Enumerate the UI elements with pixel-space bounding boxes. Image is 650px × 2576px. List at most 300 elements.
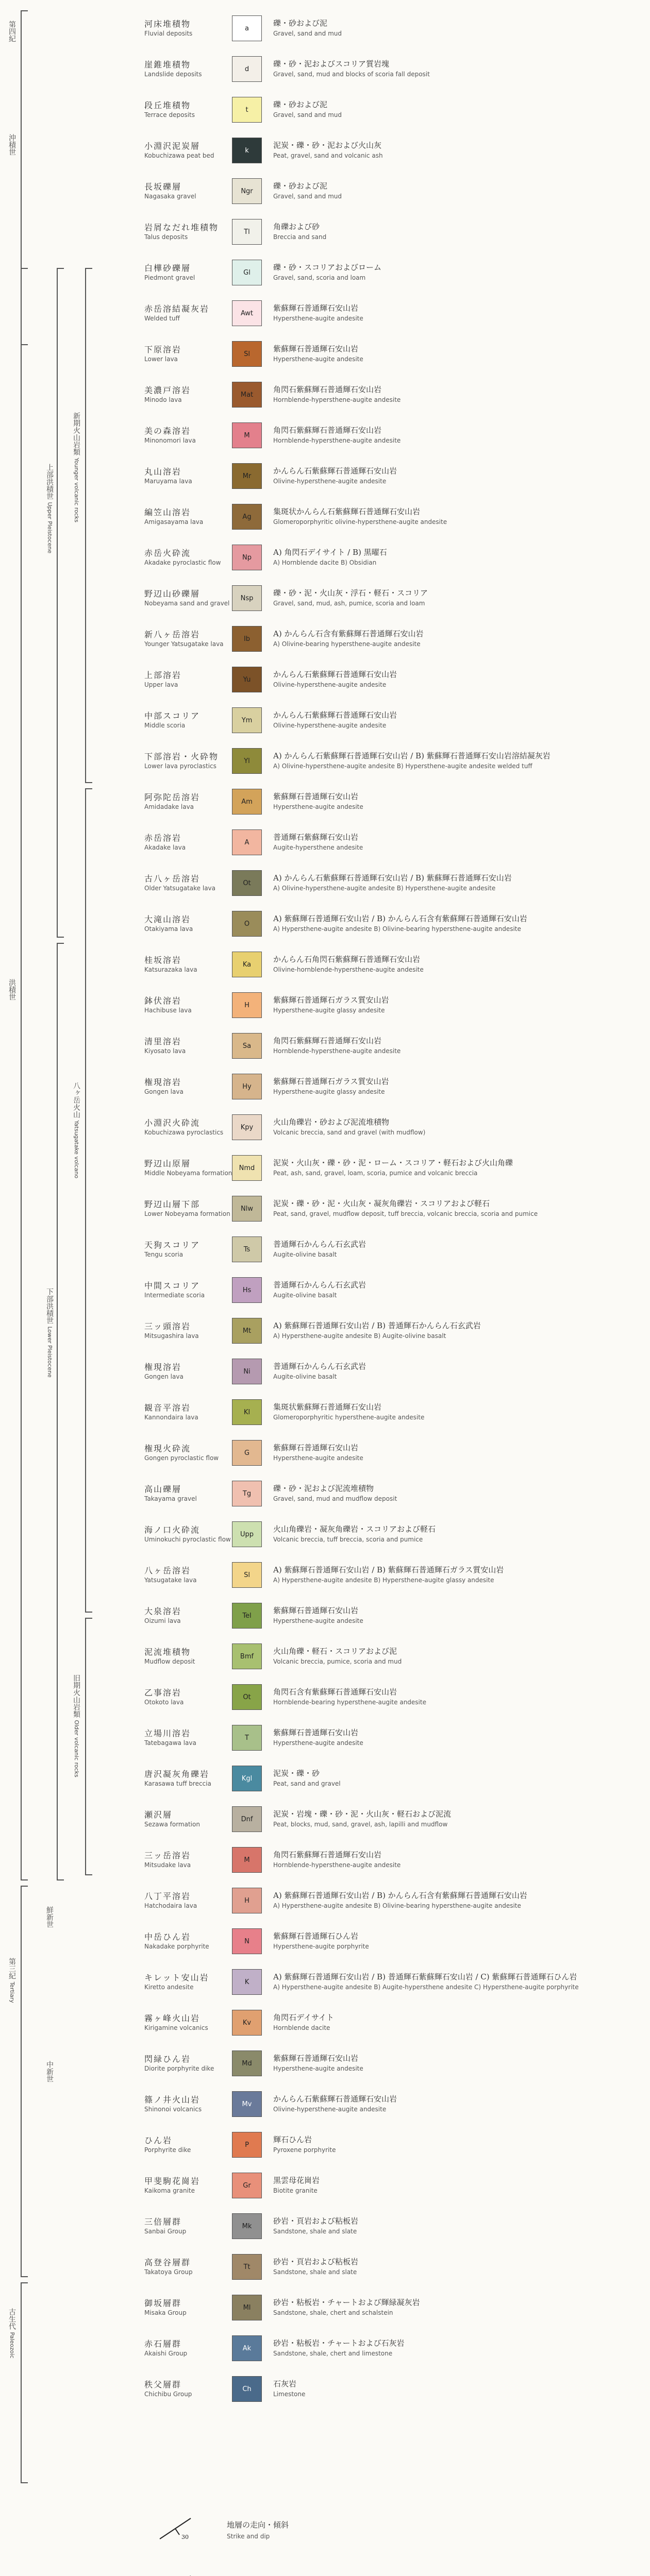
legend-row [144,702,608,743]
unit-name-en: Misaka Group [144,2309,187,2316]
unit-swatch: O [232,911,262,937]
unit-name-en: Hachibuse lava [144,1007,192,1014]
unit-name-jp: 小淵沢泥炭層 [144,141,201,151]
unit-name-jp: ひん岩 [144,2136,173,2145]
legend-row [144,2086,608,2127]
legend-row [144,1679,608,1720]
unit-desc-jp: 火山角礫岩・凝灰角礫岩・スコリアおよび軽石 [273,1524,436,1534]
unit-swatch: G [232,1440,262,1466]
legend-row [144,173,608,214]
unit-desc-en: Augite-olivine basalt [273,1373,337,1380]
unit-name-en: Akadake pyroclastic flow [144,559,221,566]
unit-desc-jp: A) かんらん石含有紫蘇輝石普通輝石安山岩 [273,629,424,638]
unit-swatch: Ot [232,1684,262,1710]
unit-desc-jp: A) 紫蘇輝石普通輝石安山岩 / B) 普通輝石かんらん石玄武岩 [273,1321,481,1330]
unit-desc-en: A) Olivine-bearing hypersthene-augite andesite [273,640,421,648]
unit-desc-jp: 紫蘇輝石普通輝石安山岩 [273,2054,359,2063]
miocene-label: 中新世 [45,2061,54,2082]
unit-swatch: Nsp [232,585,262,611]
unit-name-jp: 崖錐堆積物 [144,60,191,70]
unit-name-en: Kaikoma granite [144,2187,195,2194]
unit-name-jp: 美の森溶岩 [144,426,191,436]
unit-desc-en: Gravel, sand, mud, ash, pumice, scoria and loam [273,600,425,607]
unit-desc-en: Hypersthene-augite andesite [273,1739,363,1747]
unit-swatch: Sa [232,1033,262,1059]
unit-desc-jp: A) 紫蘇輝石普通輝石安山岩 / B) 普通輝石紫蘇輝石安山岩 / C) 紫蘇輝石普通輝石ひん岩 [273,1972,577,1981]
unit-desc-jp: 角閃石デイサイト [273,2013,334,2022]
legend-row [144,1842,608,1883]
unit-swatch: Kl [232,1399,262,1425]
unit-name-en: Oizumi lava [144,1617,181,1624]
unit-desc-jp: 角閃石紫蘇輝石普通輝石安山岩 [273,1036,382,1045]
unit-swatch: Tel [232,1603,262,1629]
unit-desc-jp: 紫蘇輝石普通輝石安山岩 [273,344,359,353]
legend-row [144,499,608,540]
unit-desc-en: Peat, sand and gravel [273,1780,341,1787]
unit-desc-en: Olivine-hornblende-hypersthene-augite andesite [273,966,424,973]
unit-name-en: Takayama gravel [144,1495,197,1502]
svg-text:30: 30 [181,2534,189,2540]
legend-row [144,1476,608,1517]
unit-swatch: Kgl [232,1766,262,1791]
unit-desc-en: Hypersthene-augite andesite [273,1617,363,1624]
unit-name-en: Kiretto andesite [144,1984,194,1991]
unit-swatch: a [232,15,262,41]
unit-desc-en: Gravel, sand, mud and mudflow deposit [273,1495,397,1502]
unit-name-en: Takatoya Group [144,2268,193,2276]
unit-desc-en: Hypersthene-augite porphyrite [273,1943,369,1950]
legend-row [144,1191,608,1232]
unit-name-en: Lower lava pyroclastics [144,762,216,770]
unit-desc-en: Olivine-hypersthene-augite andesite [273,681,387,688]
unit-name-en: Nakadake porphyrite [144,1943,209,1950]
paleozoic-jp: 古生代 [8,2308,16,2330]
pliocene-label: 鮮新世 [45,1906,54,1928]
unit-name-jp: 篠ノ井火山岩 [144,2095,201,2105]
unit-desc-en: Glomeroporphyritic olivine-hypersthene-augite andesite [273,518,447,526]
unit-desc-jp: 泥炭・礫・砂 [273,1769,320,1778]
unit-name-en: Akadake lava [144,844,186,851]
unit-name-en: Mitsudake lava [144,1861,191,1869]
legend-row [144,214,608,255]
unit-desc-jp: A) 紫蘇輝石普通輝石安山岩 / B) 紫蘇輝石普通輝石ガラス質安山岩 [273,1565,504,1574]
unit-desc-en: Glomeroporphyritic hypersthene-augite andesite [273,1414,425,1421]
vertical-strata-icon [155,2571,196,2576]
unit-name-en: Nagasaka gravel [144,193,196,200]
unit-name-en: Karasawa tuff breccia [144,1780,211,1787]
unit-desc-jp: 紫蘇輝石普通輝石安山岩 [273,1443,359,1452]
unit-swatch: P [232,2132,262,2158]
pleistocene-brace [21,268,28,1880]
legend-row [144,1353,608,1395]
unit-desc-jp: かんらん石紫蘇輝石普通輝石安山岩 [273,670,397,679]
unit-swatch: Ib [232,626,262,652]
unit-name-en: Gongen pyroclastic flow [144,1454,219,1462]
unit-name-jp: 清里溶岩 [144,1037,182,1046]
unit-swatch: Mr [232,463,262,489]
unit-name-jp: 赤岳火砕流 [144,548,191,558]
unit-name-en: Sezawa formation [144,1821,200,1828]
unit-desc-en: Sandstone, shale, chert and limestone [273,2350,393,2357]
unit-name-en: Amidadake lava [144,803,194,810]
legend-row [144,132,608,174]
unit-desc-jp: 集斑状かんらん石紫蘇輝石普通輝石安山岩 [273,507,421,516]
upper-pleistocene-jp: 上部洪積世 [45,464,54,500]
unit-desc-jp: 紫蘇輝石普通輝石安山岩 [273,1606,359,1615]
unit-swatch: M [232,422,262,448]
older-volcano-en: Older volcanic rocks [73,1720,80,1777]
unit-name-jp: 天狗スコリア [144,1240,201,1250]
unit-swatch: Nmd [232,1155,262,1181]
unit-desc-en: Olivine-hypersthene-augite andesite [273,722,387,729]
unit-name-en: Landslide deposits [144,71,202,78]
unit-desc-en: Volcanic breccia, tuff breccia, scoria and pumice [273,1536,423,1543]
paleozoic-label [8,2308,16,2359]
unit-desc-jp: 礫・砂および泥 [273,181,328,191]
unit-desc-en: Hornblende-hypersthene-augite andesite [273,1047,401,1055]
unit-swatch: Ka [232,952,262,977]
tertiary-label [8,1958,16,2003]
unit-name-jp: 新八ヶ岳溶岩 [144,630,201,639]
unit-name-jp: 観音平溶岩 [144,1403,191,1413]
unit-swatch: Md [232,2050,262,2076]
unit-desc-jp: 泥炭・礫・砂・泥および火山灰 [273,141,382,150]
unit-name-en: Tengu scoria [144,1251,184,1258]
unit-swatch: Ym [232,707,262,733]
legend-row [144,2249,608,2290]
yatsugatake-label [72,1082,80,1178]
unit-swatch: Mt [232,1318,262,1344]
legend-row [144,1394,608,1435]
unit-name-en: Otokoto lava [144,1699,184,1706]
unit-desc-en: Sandstone, shale and slate [273,2228,357,2235]
unit-name-en: Piedmont gravel [144,274,195,281]
unit-desc-jp: 礫・砂および泥 [273,100,328,109]
unit-desc-en: Pyroxene porphyrite [273,2146,336,2154]
legend-row [144,2127,608,2168]
unit-name-en: Kobuchizawa peat bed [144,152,214,159]
unit-swatch: Nlw [232,1196,262,1222]
unit-name-jp: 閃緑ひん岩 [144,2054,191,2064]
unit-name-en: Talus deposits [144,233,188,241]
legend-row [144,2005,608,2046]
older-volcano-brace [85,1618,92,1875]
unit-desc-en: Gravel, sand and mud [273,193,342,200]
unit-name-en: Porphyrite dike [144,2146,191,2154]
legend-row [144,1638,608,1680]
unit-name-en: Kobuchizawa pyroclastics [144,1129,224,1136]
lower-pleistocene-jp: 下部洪積世 [45,1288,54,1324]
unit-desc-en: A) Hypersthene-augite andesite B) Olivine-bearing hypersthene-augite andesite [273,925,521,933]
unit-desc-en: Olivine-hypersthene-augite andesite [273,478,387,485]
unit-desc-en: Peat, sand, gravel, mudflow deposit, tuff breccia, volcanic breccia, scoria and pumice [273,1210,538,1217]
unit-name-jp: 野辺山原層 [144,1159,191,1168]
unit-desc-en: Augite-olivine basalt [273,1292,337,1299]
unit-desc-en: Gravel, sand and mud [273,30,342,37]
legend-row [144,1109,608,1150]
unit-swatch: Yu [232,667,262,692]
legend-row [144,621,608,662]
unit-name-jp: 編笠山溶岩 [144,507,191,517]
unit-desc-jp: 泥炭・礫・砂・泥・火山灰・凝灰角礫岩・スコリアおよび軽石 [273,1199,490,1208]
unit-desc-jp: かんらん石紫蘇輝石普通輝石安山岩 [273,466,397,476]
unit-swatch: Ch [232,2376,262,2402]
upper-pleistocene-en: Upper Pleistocene [46,502,53,554]
legend-row [144,1801,608,1842]
lower-pleistocene-en: Lower Pleistocene [46,1326,53,1378]
unit-name-en: Terrace deposits [144,111,195,118]
unit-name-jp: 下部溶岩・火砕物 [144,752,219,761]
unit-desc-jp: 角礫および砂 [273,222,320,231]
unit-swatch: Ot [232,870,262,896]
legend-row [144,906,608,947]
younger-volcano-jp: 新期火山岩類 [72,412,80,455]
unit-desc-en: Gravel, sand, mud and blocks of scoria fall deposit [273,71,430,78]
unit-desc-jp: A) 角閃石デイサイト / B) 黒曜石 [273,548,387,557]
symbol-row [144,2562,608,2576]
legend-row [144,539,608,581]
legend-row [144,784,608,825]
legend-row [144,2371,608,2412]
unit-name-en: Older Yatsugatake lava [144,885,216,892]
unit-name-jp: 八丁平溶岩 [144,1891,191,1901]
symbol-label-jp: 地層の走向・傾斜 [227,2520,289,2530]
unit-name-en: Nobeyama sand and gravel [144,600,230,607]
unit-name-jp: 大滝山溶岩 [144,914,191,924]
yatsugatake-jp: 八ヶ岳火山 [72,1082,80,1118]
unit-swatch: H [232,1888,262,1913]
upper-pleistocene-brace [57,268,64,938]
unit-name-jp: 泥流堆積物 [144,1647,191,1657]
unit-name-en: Chichibu Group [144,2391,192,2398]
unit-swatch: Mk [232,2213,262,2239]
unit-name-jp: 海ノ口火砕流 [144,1525,201,1535]
unit-desc-jp: 紫蘇輝石普通輝石ガラス質安山岩 [273,1077,389,1086]
unit-name-jp: 赤石層群 [144,2339,182,2349]
unit-desc-jp: 角閃石紫蘇輝石普通輝石安山岩 [273,385,382,394]
unit-name-jp: キレット安山岩 [144,1973,209,1982]
unit-swatch: Ts [232,1236,262,1262]
unit-swatch: Kv [232,2010,262,2036]
unit-swatch: Tl [232,219,262,245]
unit-name-jp: 赤岳溶岩 [144,833,182,843]
unit-desc-jp: 礫・砂・泥・火山灰・浮石・軽石・スコリア [273,588,428,598]
tertiary-brace [21,1886,28,2277]
lower-pleistocene-label [45,1288,54,1378]
unit-swatch: Ag [232,504,262,530]
unit-desc-en: Breccia and sand [273,233,327,241]
unit-name-en: Shinonoi volcanics [144,2106,202,2113]
legend-row [144,743,608,784]
legend-row [144,1069,608,1110]
unit-swatch: Mv [232,2091,262,2117]
unit-swatch: k [232,138,262,163]
legend-row [144,2330,608,2371]
unit-desc-jp: A) かんらん石紫蘇輝石普通輝石安山岩 / B) 紫蘇輝石普通輝石安山岩 [273,873,512,883]
unit-desc-jp: 普通輝石かんらん石玄武岩 [273,1280,366,1290]
unit-swatch: K [232,1969,262,1995]
unit-desc-jp: 火山角礫・軽石・スコリアおよび泥 [273,1647,397,1656]
unit-name-en: Welded tuff [144,315,180,322]
unit-name-jp: 野辺山層下部 [144,1199,201,1209]
unit-name-jp: 甲斐駒花崗岩 [144,2176,201,2186]
unit-desc-jp: 砂岩・頁岩および粘板岩 [273,2216,359,2226]
unit-name-en: Mudflow deposit [144,1658,195,1665]
legend-row [144,824,608,866]
legend-row [144,1516,608,1557]
unit-desc-en: Peat, ash, sand, gravel, loam, scoria, pumice and volcanic breccia [273,1170,478,1177]
unit-name-jp: 中岳ひん岩 [144,1932,191,1942]
unit-desc-jp: 集斑状紫蘇輝石普通輝石安山岩 [273,1402,382,1412]
legend-row [144,1231,608,1273]
unit-swatch: d [232,56,262,82]
older-volcano-label [72,1674,80,1777]
legend-row [144,1964,608,2005]
unit-name-en: Lower lava [144,355,178,363]
unit-desc-en: Hornblende-bearing hypersthene-augite andesite [273,1699,426,1706]
unit-swatch: A [232,829,262,855]
unit-desc-en: Augite-hypersthene andesite [273,844,363,851]
unit-name-jp: 中間スコリア [144,1281,201,1291]
unit-swatch: Mat [232,382,262,408]
legend-row [144,92,608,133]
unit-name-jp: 小淵沢火砕流 [144,1118,201,1128]
legend-row [144,1557,608,1598]
unit-desc-en: Hypersthene-augite glassy andesite [273,1007,385,1014]
unit-desc-en: Gravel, sand and mud [273,111,342,118]
unit-swatch: N [232,1928,262,1954]
unit-desc-en: Volcanic breccia, pumice, scoria and mud [273,1658,402,1665]
unit-desc-en: Volcanic breccia, sand and gravel (with mudflow) [273,1129,426,1136]
unit-desc-jp: 泥炭・火山灰・礫・砂・泥・ローム・スコリア・軽石および火山角礫 [273,1158,513,1167]
legend-row [144,1883,608,1924]
unit-desc-jp: 砂岩・粘板岩・チャートおよび輝緑凝灰岩 [273,2298,420,2307]
legend-row [144,946,608,988]
legend-row [144,10,608,52]
unit-name-en: Minodo lava [144,396,182,403]
legend-row [144,417,608,459]
unit-swatch: Gl [232,260,262,285]
unit-desc-jp: 紫蘇輝石普通輝石安山岩 [273,303,359,313]
unit-name-en: Hatchodaira lava [144,1902,197,1909]
unit-desc-jp: 紫蘇輝石普通輝石ガラス質安山岩 [273,995,389,1005]
unit-desc-jp: A) かんらん石紫蘇輝石普通輝石安山岩 / B) 紫蘇輝石普通輝石安山岩溶結凝灰岩 [273,751,551,760]
unit-name-en: Diorite porphyrite dike [144,2065,214,2072]
unit-desc-en: Hornblende-hypersthene-augite andesite [273,437,401,444]
unit-name-en: Kiyosato lava [144,1047,186,1055]
legend-row [144,1272,608,1313]
unit-desc-jp: かんらん石紫蘇輝石普通輝石安山岩 [273,2094,397,2104]
unit-name-en: Middle Nobeyama formation [144,1170,232,1177]
unit-name-jp: 阿弥陀岳溶岩 [144,792,201,802]
pleistocene-label: 洪積世 [8,979,16,1001]
unit-name-jp: 御坂層群 [144,2298,182,2308]
legend-row [144,51,608,92]
unit-desc-en: A) Hypersthene-augite andesite B) Olivine-bearing hypersthene-augite andesite [273,1902,521,1909]
holocene-label: 沖積世 [8,134,16,156]
unit-name-jp: 岩屑なだれ堆積物 [144,223,219,232]
legend-row [144,1028,608,1069]
unit-name-jp: 乙事溶岩 [144,1688,182,1698]
unit-name-jp: 中部スコリア [144,711,201,721]
yatsugatake-en: Yatsugatake volcano [73,1120,80,1179]
unit-swatch: Kpy [232,1114,262,1140]
unit-name-jp: 野辺山砂礫層 [144,589,201,599]
unit-name-jp: 美濃戸溶岩 [144,385,191,395]
unit-name-en: Minonomori lava [144,437,196,444]
unit-name-en: Younger Yatsugatake lava [144,640,224,648]
unit-swatch: Sl [232,341,262,367]
unit-desc-jp: 礫・砂・泥およびスコリア質岩塊 [273,59,390,69]
unit-desc-jp: A) 紫蘇輝石普通輝石安山岩 / B) かんらん石含有紫蘇輝石普通輝石安山岩 [273,914,527,923]
unit-name-en: Kirigamine volcanics [144,2024,208,2031]
legend-row [144,295,608,336]
unit-name-jp: 秩父層群 [144,2380,182,2389]
unit-name-jp: 立場川溶岩 [144,1728,191,1738]
unit-name-jp: 唐沢凝灰角礫岩 [144,1769,210,1779]
unit-name-en: Akaishi Group [144,2350,188,2357]
unit-name-jp: 古八ヶ岳溶岩 [144,874,201,884]
unit-name-jp: 丸山溶岩 [144,467,182,477]
unit-name-en: Middle scoria [144,722,186,729]
legend-row [144,865,608,906]
legend-row [144,458,608,499]
unit-desc-en: Hypersthene-augite andesite [273,1454,363,1462]
unit-desc-en: A) Hypersthene-augite andesite B) Augite-olivine basalt [273,1332,446,1340]
unit-name-en: Maruyama lava [144,478,192,485]
unit-name-jp: 三ッ頭溶岩 [144,1321,191,1331]
unit-swatch: Ml [232,2295,262,2320]
unit-desc-jp: 礫・砂および泥 [273,19,328,28]
unit-desc-en: A) Olivine-hypersthene-augite andesite B) Hypersthene-augite andesite welded tuff [273,762,532,770]
unit-name-jp: 桂坂溶岩 [144,955,182,965]
unit-swatch: Bmf [232,1643,262,1669]
lower-pleistocene-brace [57,943,64,1880]
unit-name-jp: 権現溶岩 [144,1077,182,1087]
unit-swatch: Dnf [232,1806,262,1832]
legend-row [144,662,608,703]
unit-desc-jp: 礫・砂・スコリアおよびローム [273,263,382,272]
unit-desc-en: Gravel, sand, scoria and loam [273,274,366,281]
younger-volcano-brace [85,268,92,783]
unit-name-en: Gongen lava [144,1373,184,1380]
unit-name-en: Fluvial deposits [144,30,193,37]
unit-desc-en: Hypersthene-augite andesite [273,315,363,322]
unit-name-jp: 八ヶ岳溶岩 [144,1566,191,1575]
younger-volcano-label [72,412,80,522]
yatsugatake-brace [85,788,92,1613]
unit-name-jp: 三ッ岳溶岩 [144,1851,191,1860]
unit-name-jp: 瀬沢層 [144,1810,173,1820]
legend-row [144,1435,608,1476]
unit-swatch: H [232,992,262,1018]
legend-row [144,2208,608,2249]
unit-swatch: Sl [232,1562,262,1588]
tertiary-jp: 第三紀 [8,1958,16,1979]
unit-swatch: T [232,1725,262,1751]
unit-desc-en: Hornblende dacite [273,2024,330,2031]
unit-desc-en: Peat, blocks, mud, sand, gravel, ash, lapilli and mudflow [273,1821,448,1828]
unit-swatch: Ni [232,1359,262,1384]
unit-desc-jp: 普通輝石かんらん石玄武岩 [273,1362,366,1371]
unit-desc-en: Augite-olivine basalt [273,1251,337,1258]
unit-name-jp: 高山礫層 [144,1484,182,1494]
unit-desc-jp: 泥炭・岩塊・礫・砂・泥・火山灰・軽石および泥流 [273,1809,452,1819]
unit-name-jp: 高登谷層群 [144,2258,191,2267]
unit-swatch: Tt [232,2254,262,2280]
paleozoic-en: Paleozoic [9,2332,15,2359]
unit-name-jp: 段丘堆積物 [144,100,191,110]
